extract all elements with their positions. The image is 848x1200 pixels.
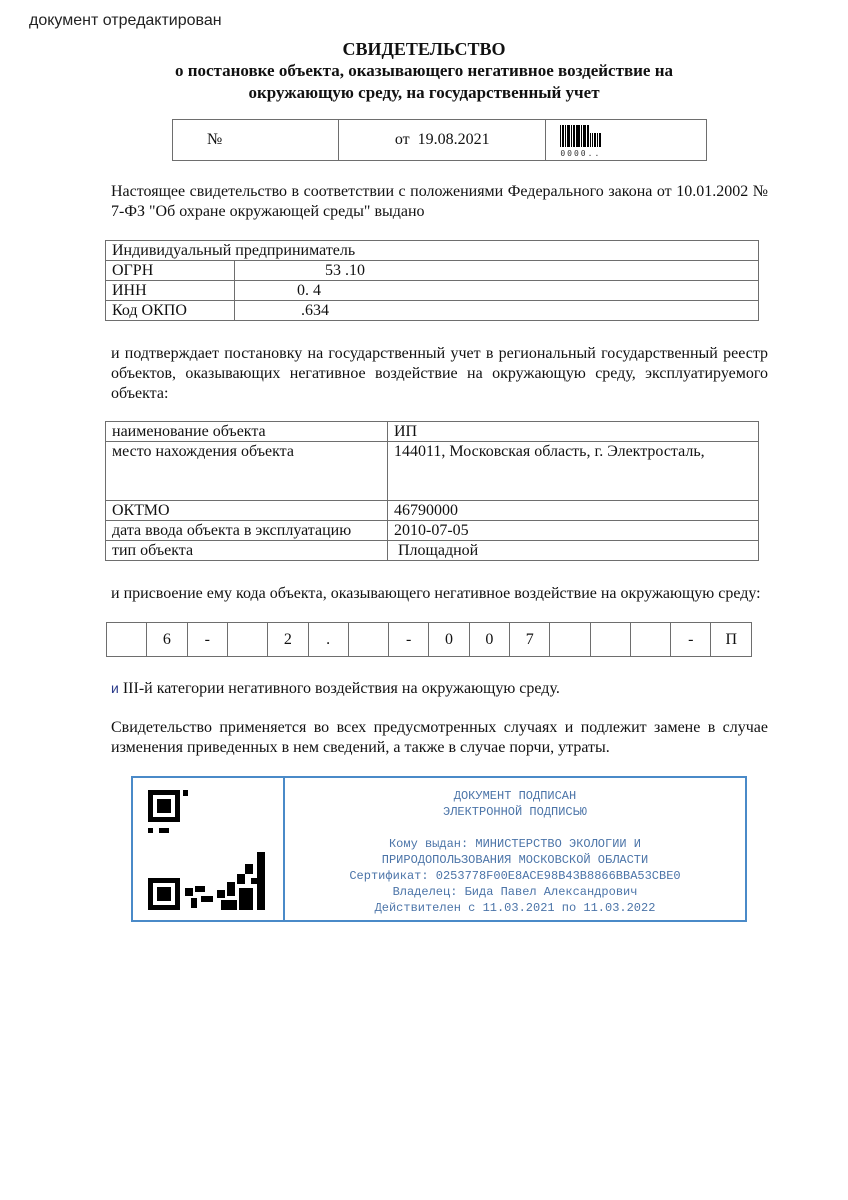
code-cell — [107, 623, 147, 657]
barcode-bar — [565, 125, 566, 147]
code-cell: - — [671, 623, 711, 657]
object-label: тип объекта — [106, 541, 388, 561]
qr-code-icon — [133, 778, 285, 920]
owner-value: 0. 4 — [235, 281, 759, 301]
category-text: III-й категории негативного воздействия на окружающую среду. — [122, 680, 560, 697]
code-cell: П — [711, 623, 752, 657]
object-value: 46790000 — [388, 501, 759, 521]
code-cell: 0 — [429, 623, 469, 657]
barcode-bar — [581, 125, 582, 147]
object-row — [106, 521, 759, 541]
code-cell — [550, 623, 590, 657]
barcode-bar — [590, 133, 591, 147]
code-cell — [590, 623, 630, 657]
registration-number: № — [173, 120, 339, 161]
title-main: СВИДЕТЕЛЬСТВО — [342, 39, 506, 59]
object-value: 2010-07-05 — [388, 521, 759, 541]
barcode-bar — [597, 133, 598, 147]
object-table — [105, 421, 759, 561]
object-row — [106, 541, 759, 561]
object-row — [106, 442, 759, 501]
object-code-row — [107, 623, 752, 657]
owner-label: ИНН — [106, 281, 235, 301]
object-label: наименование объекта — [106, 422, 388, 442]
barcode-bar — [562, 125, 564, 147]
barcode-bar — [587, 125, 589, 147]
validity-period: Действителен с 11.03.2021 по 11.03.2022 — [374, 901, 656, 915]
object-label: ОКТМО — [106, 501, 388, 521]
owner-label: Код ОКПО — [106, 301, 235, 321]
code-cell: 6 — [147, 623, 187, 657]
owner-row — [106, 281, 759, 301]
barcode-bar — [583, 125, 586, 147]
code-paragraph: и присвоение ему кода объекта, оказывающего негативное воздействие на окружающую среду: — [111, 585, 761, 602]
owner-row — [106, 301, 759, 321]
object-code-table — [106, 622, 752, 657]
owner-table — [105, 240, 759, 321]
barcode-bar — [571, 125, 572, 147]
object-label: место нахождения объекта — [106, 442, 388, 501]
object-value: ИП — [388, 422, 759, 442]
owner-row — [106, 261, 759, 281]
code-cell: . — [308, 623, 348, 657]
owner-label: ОГРН — [106, 261, 235, 281]
barcode-bar — [592, 133, 593, 147]
signature-details — [285, 778, 745, 920]
object-row — [106, 501, 759, 521]
date-label: от — [394, 131, 410, 148]
owner-type: Индивидуальный предприниматель — [106, 241, 759, 261]
date-value: 19.08.2021 — [417, 131, 490, 148]
barcode-bar — [560, 125, 561, 147]
signed-line-2: ЭЛЕКТРОННОЙ ПОДПИСЬЮ — [442, 805, 588, 819]
object-label: дата ввода объекта в эксплуатацию — [106, 521, 388, 541]
title-subtitle-2: окружающую среду, на государственный учет — [248, 83, 600, 102]
code-cell: - — [389, 623, 429, 657]
certificate-owner: Владелец: Бида Павел Александрович — [392, 885, 638, 899]
code-cell: 0 — [469, 623, 509, 657]
code-cell — [227, 623, 267, 657]
object-value: Площадной — [388, 541, 759, 561]
barcode-bar — [594, 133, 596, 147]
code-cell — [348, 623, 388, 657]
object-row — [106, 422, 759, 442]
barcode-bar — [573, 125, 575, 147]
confirm-paragraph: и подтверждает постановку на государственный учет в региональный государственный реестр объектов, оказывающих негативное воздействие на окружающую среду, эксплуатируемого объекта: — [111, 345, 768, 402]
issued-to-2: ПРИРОДОПОЛЬЗОВАНИЯ МОСКОВСКОЙ ОБЛАСТИ — [381, 853, 649, 867]
barcode-icon — [560, 125, 700, 147]
issued-to: Кому выдан: МИНИСТЕРСТВО ЭКОЛОГИИ И — [388, 837, 642, 851]
document-title — [0, 38, 848, 104]
code-cell: 7 — [510, 623, 550, 657]
barcode-bar — [567, 125, 570, 147]
barcode-cell — [546, 120, 707, 161]
category-paragraph — [111, 678, 768, 699]
code-cell — [630, 623, 670, 657]
owner-value: .634 — [235, 301, 759, 321]
category-prefix: и — [111, 680, 119, 696]
barcode-digits: 0000.. — [560, 148, 602, 158]
title-subtitle-1: о постановке объекта, оказывающего негативное воздействие на — [174, 61, 674, 80]
validity-paragraph: Свидетельство применяется во всех предусмотренных случаях и подлежит замене в случае изменения приведенных в нем сведений, а также в случае порчи, утраты. — [111, 719, 768, 756]
barcode-bar — [599, 133, 601, 147]
barcode-bar — [576, 125, 580, 147]
code-cell: - — [187, 623, 227, 657]
registration-table — [172, 119, 707, 161]
edited-note: документ отредактирован — [29, 12, 222, 29]
object-value: 144011, Московская область, г. Электросталь, — [388, 442, 759, 501]
intro-paragraph: Настоящее свидетельство в соответствии с положениями Федерального закона от 10.01.2002 № 7-ФЗ "Об охране окружающей среды" выдано — [111, 183, 768, 220]
certificate: Сертификат: 0253778F00E8ACE98B43B8866BBA53CBE0 — [349, 869, 681, 883]
registration-date — [339, 120, 546, 161]
signed-line-1: ДОКУМЕНТ ПОДПИСАН — [453, 789, 577, 803]
code-cell: 2 — [268, 623, 308, 657]
owner-value: 53 .10 — [235, 261, 759, 281]
signature-stamp — [131, 776, 747, 922]
